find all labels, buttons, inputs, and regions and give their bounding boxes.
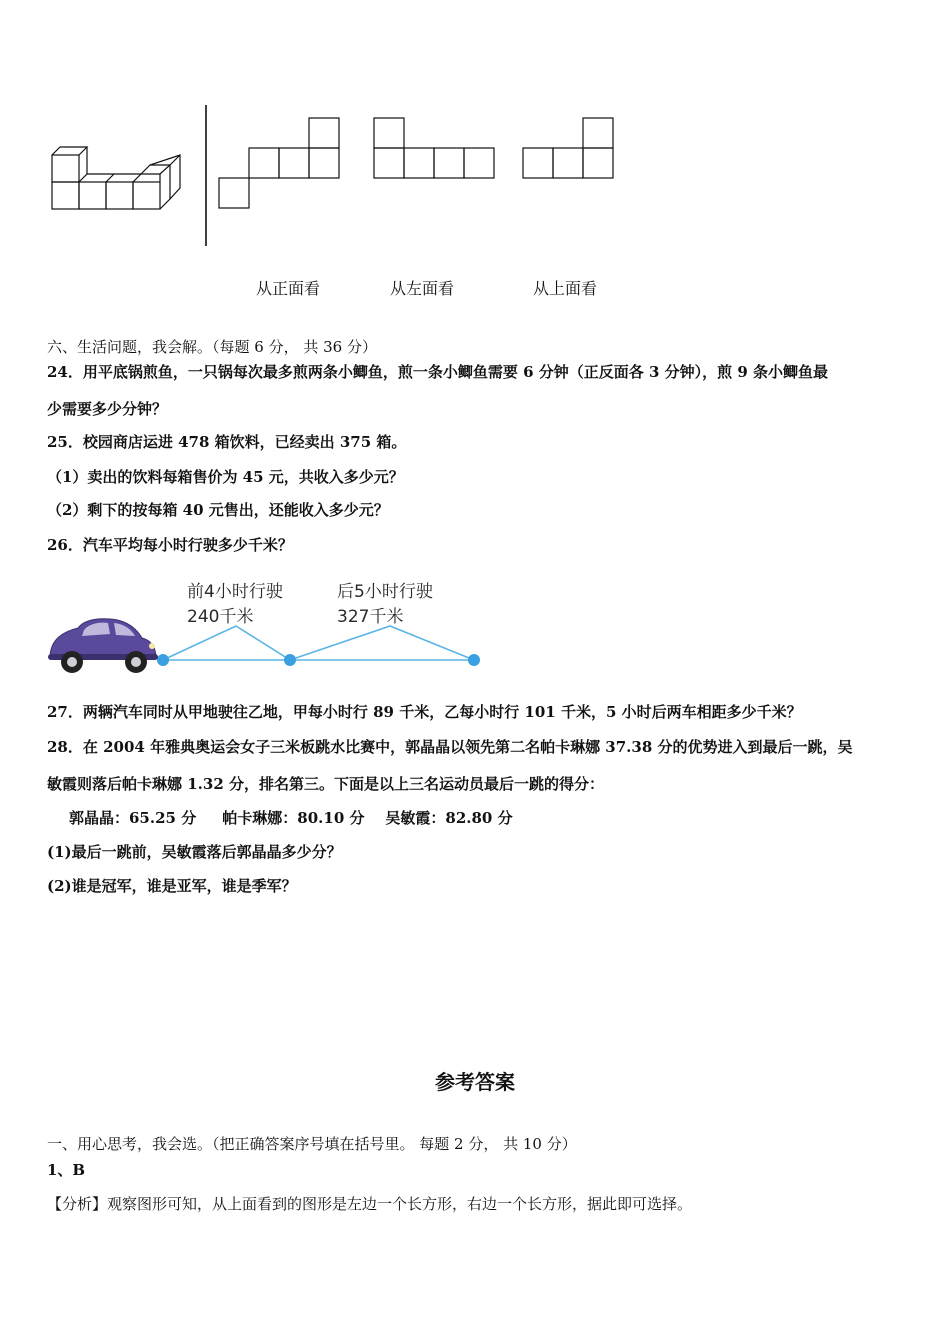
front-view-shape — [219, 118, 339, 208]
q28-sub1: (1)最后一跳前，吴敏霞落后郭晶晶多少分？ — [47, 843, 342, 861]
q25-sub1: （1）卖出的饮料每箱售价为 45 元，共收入多少元？ — [47, 468, 404, 486]
answers-section1-heading: 一、用心思考，我会选。（把正确答案序号填在括号里。 每题 2 分， 共 10 分） — [47, 1135, 577, 1153]
top-view-caption: 从上面看 — [533, 279, 598, 298]
answers-title: 参考答案 — [435, 1070, 515, 1094]
q25-stem: 25．校园商店运进 478 箱饮料，已经卖出 375 箱。 — [47, 433, 407, 451]
q26-stem: 26．汽车平均每小时行驶多少千米？ — [47, 536, 293, 554]
answer-1: 1、B — [47, 1161, 86, 1179]
seg2-label-line1: 后5小时行驶 — [337, 582, 433, 602]
route-start-dot — [157, 654, 169, 666]
seg1-label-line1: 前4小时行驶 — [187, 582, 283, 602]
left-view-shape — [374, 118, 494, 178]
q28-scores: 郭晶晶：65.25 分 帕卡琳娜：80.10 分 吴敏霞：82.80 分 — [69, 809, 513, 827]
q27-stem: 27．两辆汽车同时从甲地驶往乙地，甲每小时行 89 千米，乙每小时行 101 千米，5 小时后两车相距多少千米？ — [47, 703, 802, 721]
q25-sub2: （2）剩下的按每箱 40 元售出，还能收入多少元？ — [47, 501, 389, 519]
seg1-label-line2: 240千米 — [187, 607, 254, 627]
route-lines — [163, 626, 474, 660]
q28-line1: 28．在 2004 年雅典奥运会女子三米板跳水比赛中，郭晶晶以领先第二名帕卡琳娜 37.38 分的优势进入到最后一跳，吴 — [47, 738, 853, 756]
cube-solid — [52, 147, 180, 209]
car-route-figure — [40, 570, 500, 690]
q28-line2: 敏霞则落后帕卡琳娜 1.32 分，排名第三。下面是以上三名运动员最后一跳的得分： — [47, 775, 604, 793]
left-view-caption: 从左面看 — [390, 279, 455, 298]
section6-heading: 六、生活问题，我会解。（每题 6 分， 共 36 分） — [47, 338, 377, 356]
seg2-label-line2: 327千米 — [337, 607, 404, 627]
front-view-caption: 从正面看 — [256, 279, 321, 298]
q28-sub2: (2)谁是冠军，谁是亚军，谁是季军？ — [47, 877, 297, 895]
cube-views-figure — [0, 100, 650, 260]
top-view-shape — [523, 118, 613, 178]
route-mid-dot — [284, 654, 296, 666]
answer-1-analysis: 【分析】观察图形可知，从上面看到的图形是左边一个长方形，右边一个长方形，据此即可选择。 — [47, 1195, 693, 1213]
car-icon — [48, 619, 158, 673]
q24-line2: 少需要多少分钟？ — [47, 400, 168, 418]
route-end-dot — [468, 654, 480, 666]
q24-line1: 24．用平底锅煎鱼，一只锅每次最多煎两条小鲫鱼，煎一条小鲫鱼需要 6 分钟（正反面各 3 分钟），煎 9 条小鲫鱼最 — [47, 363, 829, 381]
